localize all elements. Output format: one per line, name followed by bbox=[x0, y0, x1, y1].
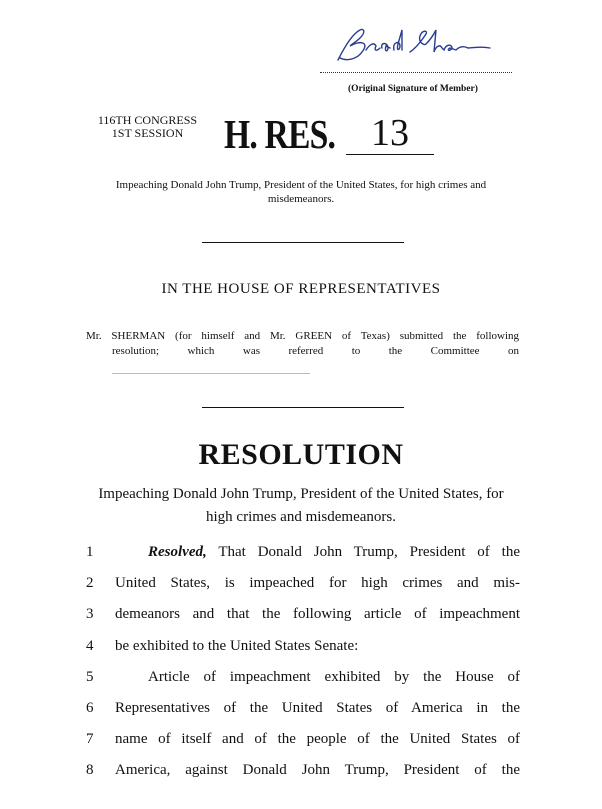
line-text: Resolved, That Donald John Trump, President of the bbox=[148, 544, 520, 560]
session-label: 1ST SESSION bbox=[111, 126, 184, 140]
line-number: 2 bbox=[86, 575, 94, 592]
congress-session-block bbox=[80, 114, 215, 140]
resolution-heading: RESOLUTION bbox=[198, 438, 404, 471]
sponsor-line-2: resolution; which was referred to the Committee on bbox=[112, 345, 519, 357]
member-signature bbox=[330, 22, 500, 72]
line-number: 6 bbox=[86, 699, 94, 716]
congress-label: 116TH CONGRESS bbox=[97, 113, 198, 127]
sponsor-statement bbox=[86, 329, 519, 359]
line-number: 5 bbox=[86, 668, 94, 685]
line-number: 7 bbox=[86, 731, 94, 748]
chamber-heading: IN THE HOUSE OF REPRESENTATIVES bbox=[161, 281, 441, 297]
line-text: Article of impeachment exhibited by the House of bbox=[148, 668, 520, 685]
bill-number: 13 bbox=[346, 112, 434, 155]
body-line bbox=[86, 634, 520, 665]
line-number: 4 bbox=[86, 637, 94, 654]
body-line bbox=[86, 758, 520, 789]
line-text: be exhibited to the United States Senate: bbox=[115, 637, 359, 654]
signature-line bbox=[320, 72, 512, 73]
bill-type: H. RES. bbox=[224, 111, 336, 157]
divider bbox=[202, 407, 404, 408]
body-line bbox=[86, 727, 520, 758]
line-number: 1 bbox=[86, 544, 94, 560]
sponsor-line-1: Mr. SHERMAN (for himself and Mr. GREEN of Texas) submitted the following bbox=[86, 330, 519, 342]
body-line bbox=[86, 696, 520, 727]
line-text: demeanors and that the following article of impeachment bbox=[115, 606, 520, 623]
resolution-body bbox=[86, 540, 520, 790]
line-number: 3 bbox=[86, 606, 94, 623]
body-line bbox=[86, 540, 520, 571]
divider bbox=[202, 242, 404, 243]
short-title: Impeaching Donald John Trump, President of the United States, for high crimes and misdemeanors. bbox=[115, 179, 487, 205]
committee-blank-line bbox=[112, 373, 310, 374]
resolved-clause: Resolved, bbox=[148, 544, 207, 560]
line-number: 8 bbox=[86, 762, 94, 779]
line-text: name of itself and of the people of the United States of bbox=[115, 731, 520, 748]
line-text: Representatives of the United States of America in the bbox=[115, 699, 520, 716]
line-text: America, against Donald John Trump, President of the bbox=[115, 762, 520, 779]
signature-caption: (Original Signature of Member) bbox=[348, 84, 478, 94]
line-text: United States, is impeached for high crimes and mis- bbox=[115, 575, 520, 592]
body-line bbox=[86, 571, 520, 602]
body-line bbox=[86, 665, 520, 696]
long-title: Impeaching Donald John Trump, President of the United States, for high crimes and misdemeanors. bbox=[98, 486, 504, 525]
body-line bbox=[86, 602, 520, 633]
